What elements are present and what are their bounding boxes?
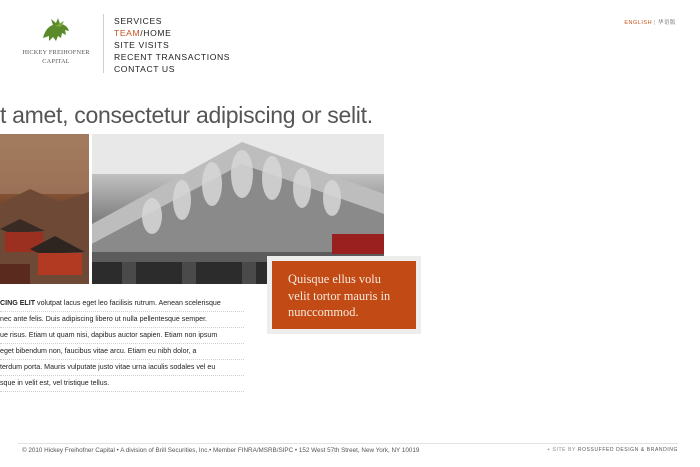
site-credit-studio-link[interactable]: ROSSUFFED DESIGN & BRANDING — [577, 447, 678, 453]
nav-item-site-visits[interactable]: SITE VISITS — [114, 40, 170, 50]
body-line: ue risus. Etiam ut quam nisi, dapibus auctor sapien. Etiam non ipsum — [0, 328, 244, 344]
nav-item-services[interactable]: SERVICES — [114, 16, 163, 26]
logo-name-line2: CAPITAL — [42, 58, 70, 65]
pagoda-photo — [0, 134, 89, 284]
griffin-icon — [39, 16, 73, 44]
body-line: nec ante felis. Duis adipiscing libero ut nulla pellentesque semper. — [0, 312, 244, 328]
language-switch — [624, 18, 676, 26]
nav-item-team-label[interactable]: TEAM — [114, 28, 141, 38]
logo-divider — [103, 14, 104, 73]
lang-separator: | — [654, 20, 656, 26]
body-copy — [0, 296, 244, 392]
body-line: eget bibendum non, faucibus vitae arcu. Etiam eu nibh dolor, a — [0, 344, 244, 360]
lang-chinese-link[interactable]: 华语版 — [657, 20, 676, 26]
site-credit-prefix: + SITE BY — [547, 447, 576, 453]
nav-item-recent-transactions[interactable]: RECENT TRANSACTIONS — [114, 52, 231, 62]
nav-item-team-home[interactable] — [114, 27, 230, 39]
logo-name-line1: HICKEY FREIHOFNER — [22, 49, 90, 56]
nav-item-home-label[interactable]: HOME — [143, 28, 172, 38]
site-credit — [547, 447, 678, 453]
footer-copyright: © 2010 Hickey Freihofner Capital • A division of Brill Securities, Inc.• Member FINRA/MSRB/SIPC • 152 West 57th Street, New York, NY 10019 — [22, 447, 420, 454]
quote-box — [267, 256, 421, 334]
nav-item-contact-us[interactable]: CONTACT US — [114, 64, 176, 74]
main-nav — [114, 15, 230, 75]
nav-item-separator: / — [140, 28, 144, 38]
quote-panel — [272, 261, 416, 329]
body-line-bold: CING ELIT — [0, 299, 36, 307]
body-line: terdum porta. Mauris vulputate justo vitae urna iaculis sodales vel eu — [0, 360, 244, 376]
lang-english-link[interactable]: ENGLISH — [624, 20, 653, 26]
body-line: sque in velit est, vel tristique tellus. — [0, 376, 244, 392]
body-line-text: volutpat lacus eget leo facilisis rutrum. Aenean scelerisque — [35, 299, 221, 307]
body-line — [0, 296, 244, 312]
footer-divider — [18, 443, 678, 444]
page-headline: t amet, consectetur adipiscing or selit. — [0, 102, 373, 128]
quote-text: Quisque ellus volu velit tortor mauris in nunccommod. — [288, 272, 391, 319]
logo[interactable] — [18, 16, 94, 66]
